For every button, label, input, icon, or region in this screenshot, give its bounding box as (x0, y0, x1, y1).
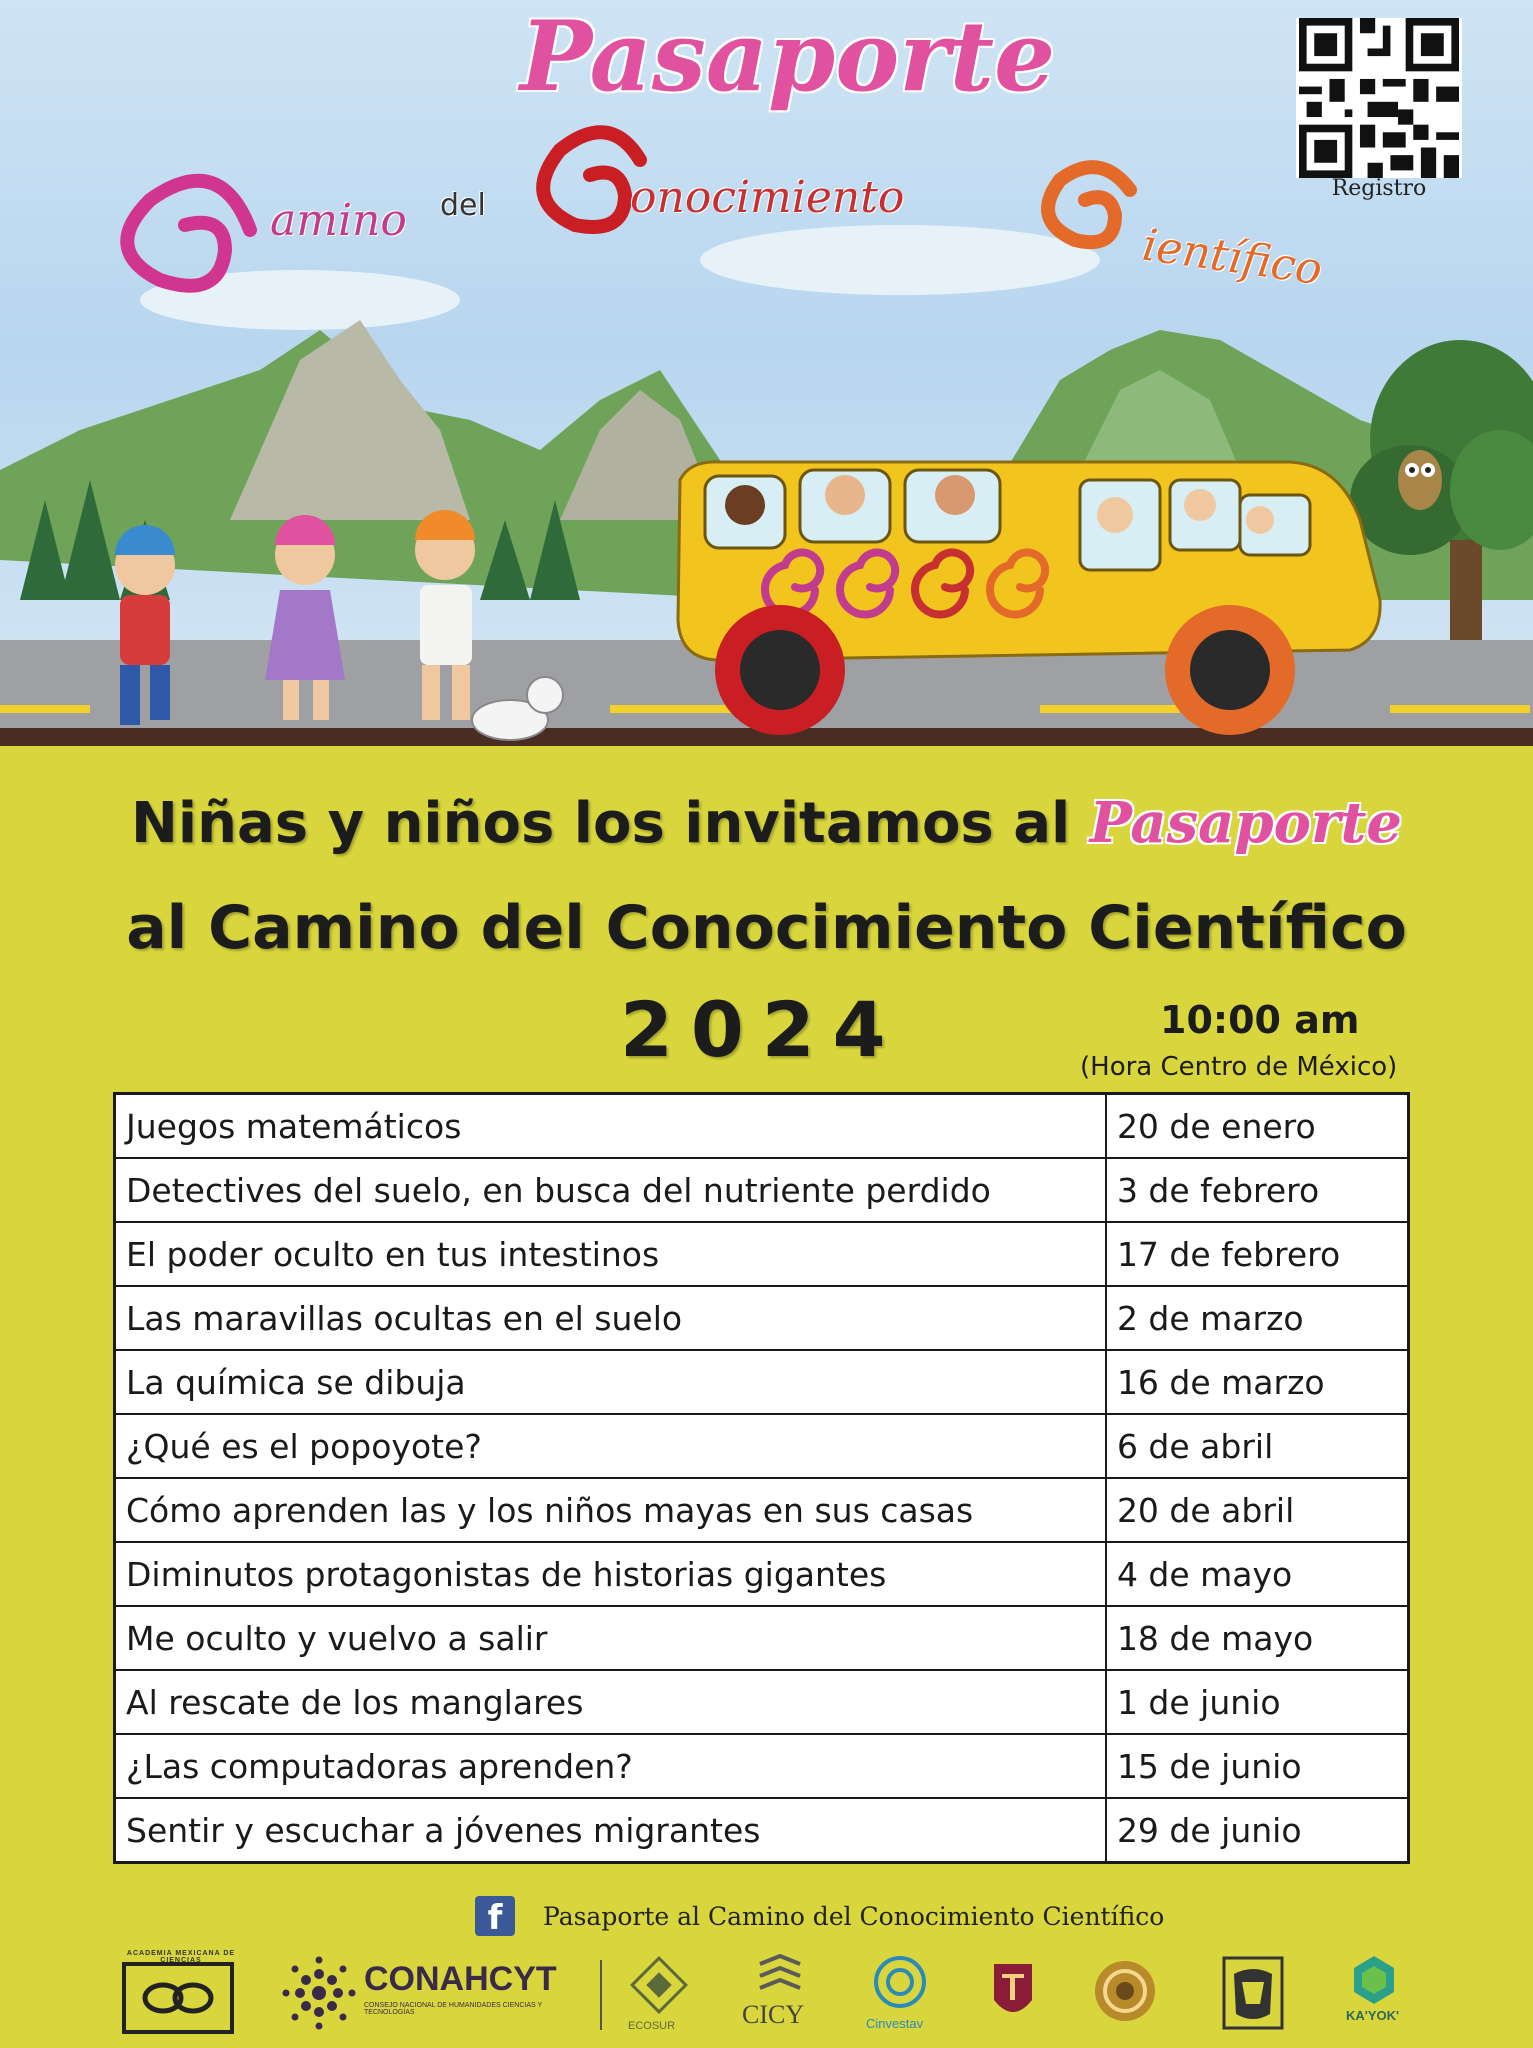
kayok-logo (1346, 1954, 1402, 2006)
schedule-row (115, 1286, 1409, 1350)
schedule-row (115, 1798, 1409, 1863)
schedule-date: 17 de febrero (1106, 1222, 1409, 1286)
schedule-date: 1 de junio (1106, 1670, 1409, 1734)
qr-code-icon[interactable] (1296, 18, 1462, 178)
schedule-row (115, 1094, 1409, 1159)
logo-divider (600, 1960, 602, 2030)
schedule-date: 16 de marzo (1106, 1350, 1409, 1414)
subtitle-word-conocimiento: onocimiento (630, 172, 905, 223)
year: 2024 (620, 985, 904, 1074)
ecosur-logo-text: ECOSUR (628, 2020, 676, 2032)
facebook-icon[interactable]: f (475, 1896, 515, 1936)
schedule-date: 29 de junio (1106, 1798, 1409, 1863)
schedule-date: 15 de junio (1106, 1734, 1409, 1798)
schedule-date: 3 de febrero (1106, 1158, 1409, 1222)
timezone-note: (Hora Centro de México) (1080, 1052, 1398, 1082)
subtitle-word-camino: amino (270, 195, 407, 246)
schedule-row (115, 1414, 1409, 1478)
unam-logo (1220, 1954, 1286, 2034)
schedule-date: 20 de enero (1106, 1094, 1409, 1159)
headline-line-2: al Camino del Conocimiento Científico (126, 893, 1407, 963)
schedule-topic: ¿Qué es el popoyote? (115, 1414, 1106, 1478)
headline-pasaporte: Pasaporte (1089, 790, 1402, 856)
schedule-topic: Sentir y escuchar a jóvenes migrantes (115, 1798, 1106, 1863)
schedule-row (115, 1670, 1409, 1734)
subtitle-word-del: del (440, 188, 486, 223)
schedule-topic: Las maravillas ocultas en el suelo (115, 1286, 1106, 1350)
academia-mexicana-logo (118, 1958, 238, 2038)
schedule-row (115, 1478, 1409, 1542)
qr-label: Registro (1331, 176, 1427, 201)
cicy-logo (755, 1954, 805, 2000)
schedule-topic: La química se dibuja (115, 1350, 1106, 1414)
ecosur-logo (630, 1956, 688, 2014)
cinvestav-logo-text: Cinvestav (866, 2016, 924, 2031)
academia-logo-text: ACADEMIA MEXICANA DE CIENCIAS (126, 1950, 236, 1964)
schedule-topic: Juegos matemáticos (115, 1094, 1106, 1159)
schedule-date: 20 de abril (1106, 1478, 1409, 1542)
headline-prefix: Niñas y niños los invitamos al (131, 791, 1071, 856)
cicy-logo-text: CICY (742, 2000, 805, 2029)
event-time: 10:00 am (1160, 998, 1360, 1042)
title-pasaporte: Pasaporte (520, 0, 1056, 113)
schedule-topic: Me oculto y vuelvo a salir (115, 1606, 1106, 1670)
circular-seal-logo (1092, 1958, 1158, 2024)
cinvestav-logo (872, 1954, 928, 2010)
schedule-row (115, 1222, 1409, 1286)
conahcyt-logo-text: CONAHCYT (364, 1960, 557, 1998)
schedule-date: 2 de marzo (1106, 1286, 1409, 1350)
schedule-topic: Diminutos protagonistas de historias gigantes (115, 1542, 1106, 1606)
schedule-topic: Detectives del suelo, en busca del nutriente perdido (115, 1158, 1106, 1222)
schedule-row (115, 1350, 1409, 1414)
schedule-date: 18 de mayo (1106, 1606, 1409, 1670)
schedule-table (113, 1092, 1410, 1864)
schedule-row (115, 1158, 1409, 1222)
schedule-date: 4 de mayo (1106, 1542, 1409, 1606)
illustration-banner (0, 0, 1533, 775)
conahcyt-dots-icon (282, 1956, 356, 2030)
sponsor-logos (0, 1950, 1533, 2048)
ipn-logo (990, 1960, 1036, 2024)
headline-line-1 (0, 790, 1533, 856)
kayok-logo-text: KA'YOK' (1346, 2008, 1400, 2023)
schedule-topic: ¿Las computadoras aprenden? (115, 1734, 1106, 1798)
schedule-topic: Cómo aprenden las y los niños mayas en sus casas (115, 1478, 1106, 1542)
schedule-date: 6 de abril (1106, 1414, 1409, 1478)
schedule-row (115, 1542, 1409, 1606)
facebook-page-name[interactable]: Pasaporte al Camino del Conocimiento Científico (543, 1902, 1165, 1931)
schedule-topic: Al rescate de los manglares (115, 1670, 1106, 1734)
schedule-row (115, 1734, 1409, 1798)
subtitle-word-cientifico: ientífico (1139, 219, 1326, 296)
conahcyt-subtitle: CONSEJO NACIONAL DE HUMANIDADES CIENCIAS Y TECNOLOGÍAS (364, 2002, 543, 2016)
schedule-topic: El poder oculto en tus intestinos (115, 1222, 1106, 1286)
schedule-row (115, 1606, 1409, 1670)
